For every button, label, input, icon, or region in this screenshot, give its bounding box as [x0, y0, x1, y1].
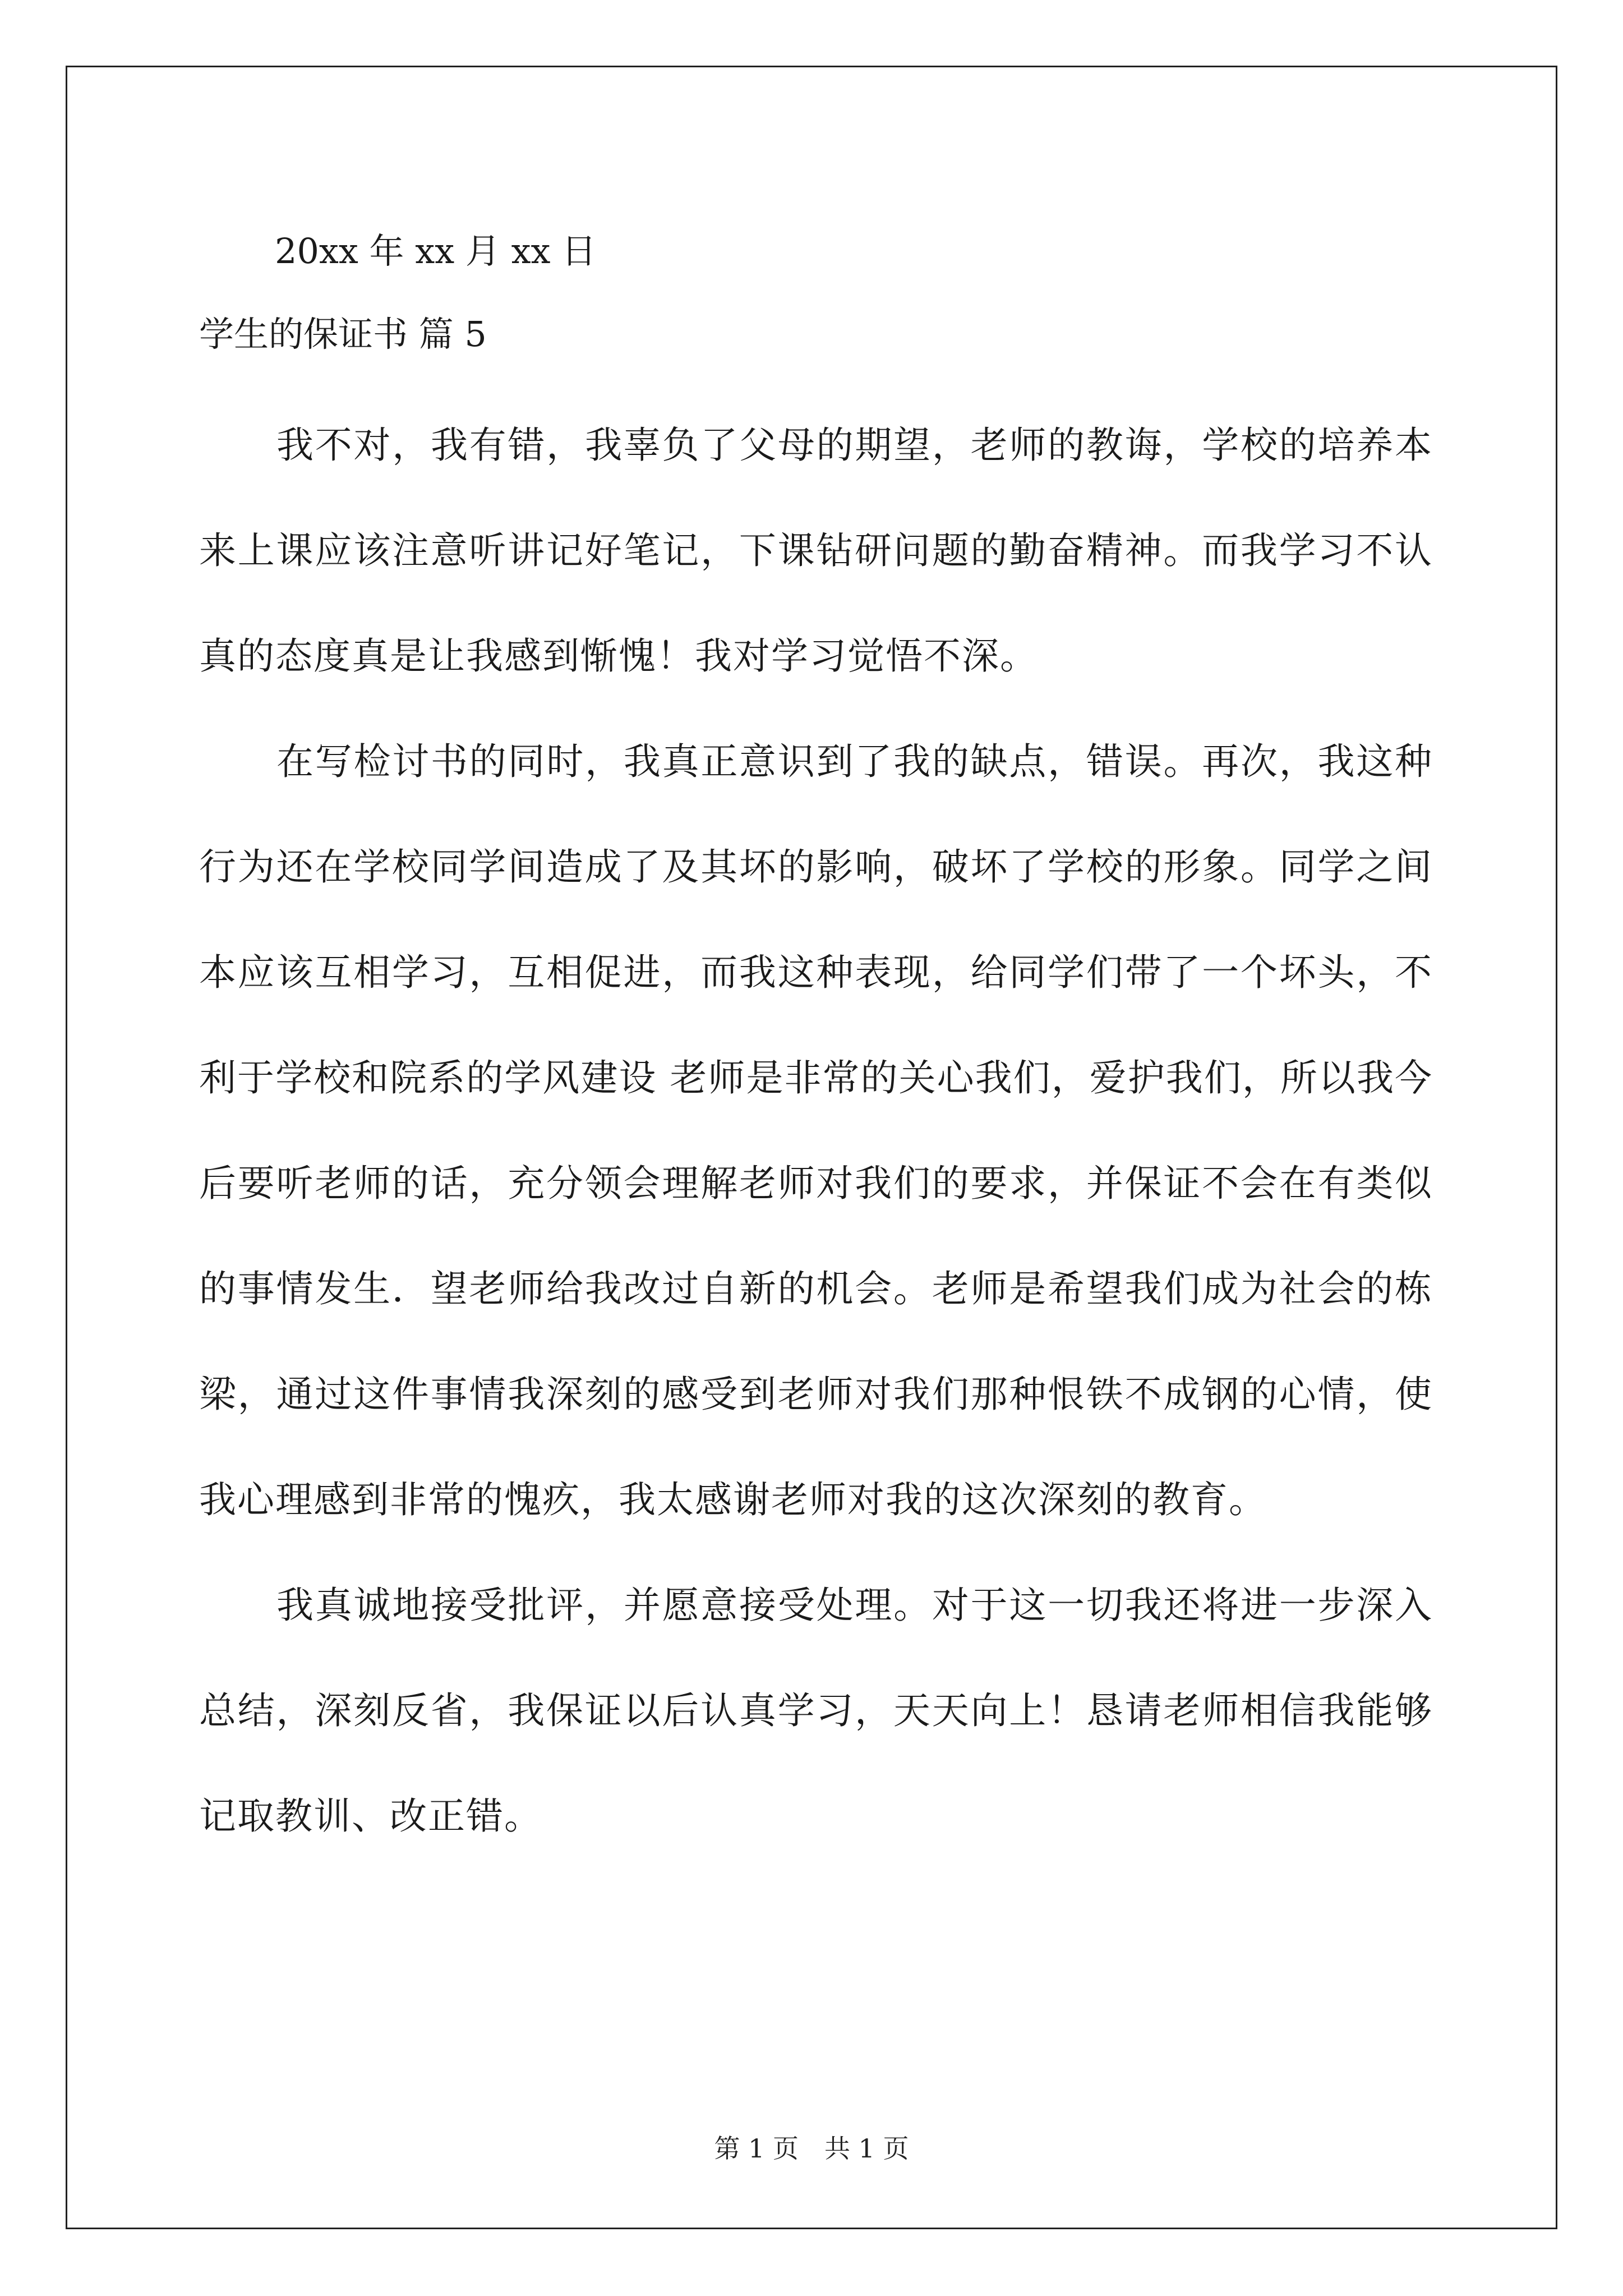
paragraph-apology: 我不对，我有错，我辜负了父母的期望，老师的教诲，学校的培养本来上课应该注意听讲记好笔记，下课钻研问题的勤奋精神。而我学习不认真的态度真是让我感到惭愧！我对学习觉悟不深。: [199, 424, 1433, 678]
section-title: 学生的保证书 篇 5: [199, 314, 487, 355]
paragraph-reflection: 在写检讨书的同时，我真正意识到了我的缺点，错误。再次，我这种行为还在学校同学间造成了及其坏的影响，破坏了学校的形象。同学之间本应该互相学习，互相促进，而我这种表现，给同学们带了一个坏头，不利于学校和院系的学风建设 老师是非常的关心我们，爱护我们，所以我今后要听老师的话，充分领会理解老师对我们的要求，并保证不会在有类似的事情发生．望老师给我改过自新的机会。老师是希望我们成为社会的栋梁，通过这件事情我深刻的感受到老师对我们那种恨铁不成钢的心情，使我心理感到非常的愧疚，我太感谢老师对我的这次深刻的教育。: [199, 740, 1433, 1521]
date-line: 20xx 年 xx 月 xx 日: [275, 231, 597, 272]
page-footer: 第 1 页 共 1 页: [714, 2133, 909, 2164]
document-body: [199, 218, 1433, 1869]
paragraph-promise: 我真诚地接受批评，并愿意接受处理。对于这一切我还将进一步深入总结，深刻反省，我保证以后认真学习，天天向上！恳请老师相信我能够记取教训、改正错。: [199, 1584, 1433, 1838]
